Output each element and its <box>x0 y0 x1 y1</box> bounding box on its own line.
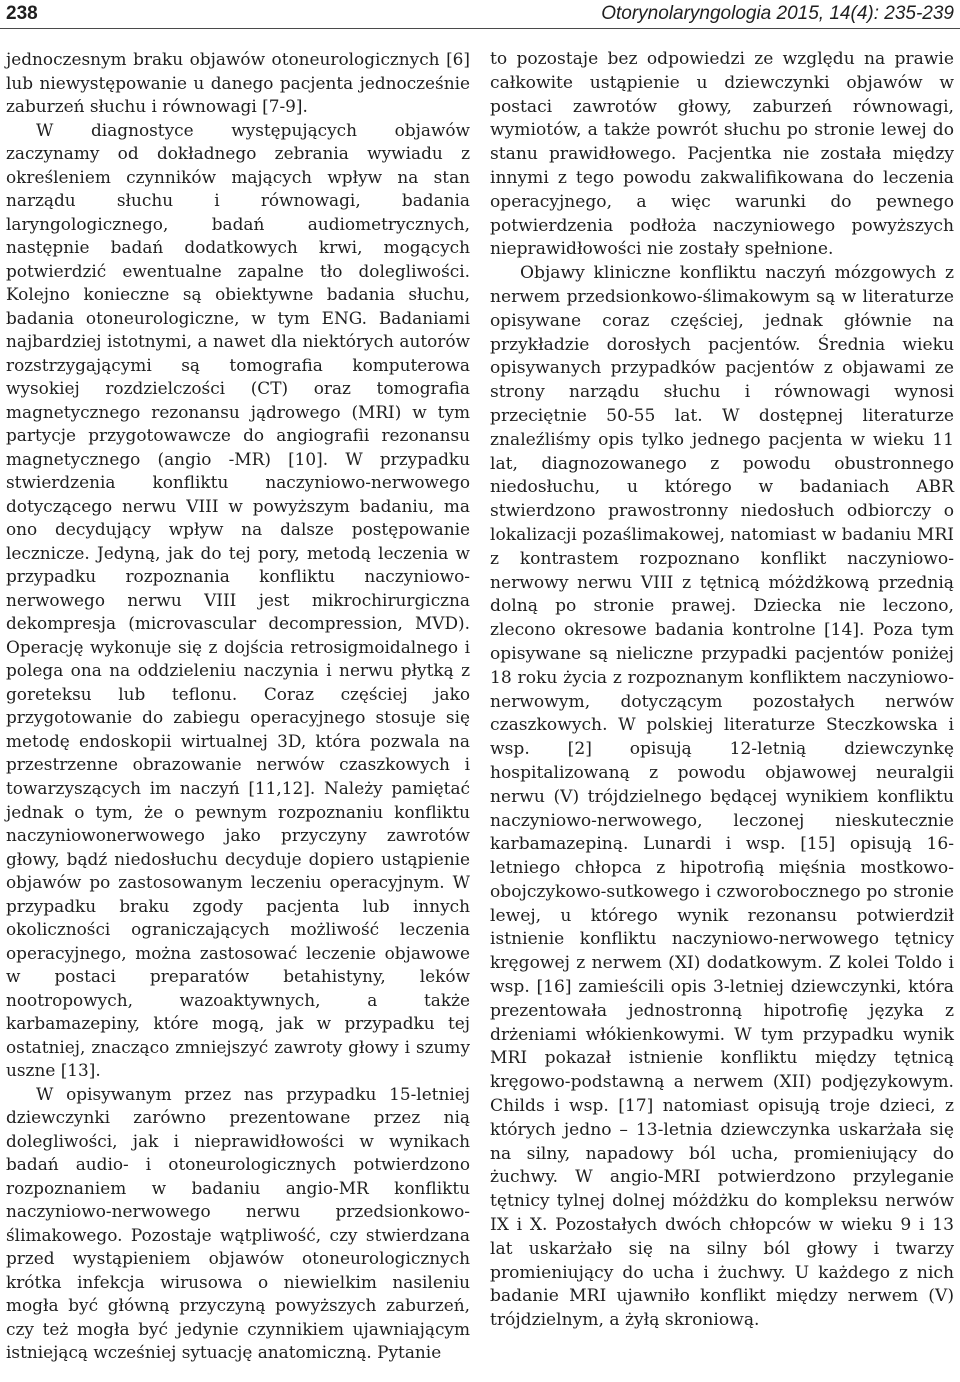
paragraph: W diagnostyce występujących objawów zaczynamy od dokładnego zebrania wywiadu z określeniem czynników mających wpływ na stan narządu słuchu i równowagi, badania laryngologicznego, badań audiometrycznych, następnie badań dodatkowych krwi, mogących potwierdzić ewentualne zapalne tło dolegliwości. Kolejno konieczne są obiektywne badania słuchu, badania otoneurologiczne, w tym ENG. Badaniami najbardziej istotnymi, a nawet dla niektórych autorów rozstrzygającymi są tomografia komputerowa wysokiej rozdzielczości (CT) oraz tomografia magnetycznego rezonansu jądrowego (MRI) w tym partycje przygotowawcze do angiografii rezonansu magnetycznego (angio -MR) [10]. W przypadku stwierdzenia konfliktu naczyniowo-nerwowego dotyczącego nerwu VIII w powyższym badaniu, ma ono decydujący wpływ na dalsze postępowanie lecznicze. Jedyną, jak do tej pory, metodą leczenia w przypadku rozpoznania konfliktu naczyniowo-nerwowego nerwu VIII jest mikrochirurgiczna dekompresja (microvascular decompression, MVD). Operację wykonuje się z dojścia retrosigmoidalnego i polega ona na oddzieleniu naczynia i nerwu płytką z goreteksu lub teflonu. Coraz częściej jako przygotowanie do zabiegu operacyjnego stosuje się metodę endoskopii wirtualnej 3D, która pozwala na przestrzenne obrazowanie nerwów czaszkowych i towarzyszących im naczyń [11,12]. Należy pamiętać jednak o tym, że o pewnym rozpoznaniu konfliktu naczyniowonerwowego jako przyczyny zawrotów głowy, bądź niedosłuchu decyduje dopiero ustąpienie objawów po zastosowanym leczeniu operacyjnym. W przypadku braku zgody pacjenta lub innych okoliczności ograniczających możliwość leczenia operacyjnego, można zastosować leczenie objawowe w postaci preparatów betahistyny, leków nootropowych, wazoaktywnych, a także karbamazepiny, które mogą, jak w przypadku tej ostatniej, znacząco zmniejszyć zawroty głowy i szumy uszne [13]. <box>6 119 470 1081</box>
paragraph: W opisywanym przez nas przypadku 15-letniej dziewczynki zarówno prezentowane przez nią dolegliwości, jak i nieprawidłowości w wynikach badań audio- i otoneurologicznych potwierdzono rozpoznaniem w badaniu angio-MR konfliktu naczyniowo-nerwowego nerwu przedsionkowo-ślimakowego. Pozostaje wątpliwość, czy stwierdzana przed wystąpieniem objawów otoneurologicznych krótka infekcja wirusowa o niewielkim nasileniu mogła być główną przyczyną powyższych zaburzeń, czy też mogła być jedynie czynnikiem ujawniającym istniejącą wcześniej sytuację anatomiczną. Pytanie <box>6 1083 470 1363</box>
paragraph: Objawy kliniczne konfliktu naczyń mózgowych z nerwem przedsionkowo-ślimakowym są w literaturze opisywane coraz częściej, jednak głównie na przykładzie dorosłych pacjentów. Średnia wieku opisywanych przypadków pacjentów z objawami ze strony narządu słuchu i równowagi wynosi przeciętnie 50-55 lat. W dostępnej literaturze znaleźliśmy opis tylko jednego pacjenta w wieku 11 lat, diagnozowanego z powodu obustronnego niedosłuchu, u którego w badaniach ABR stwierdzono prawostronny niedosłuch odbiorczy o lokalizacji pozaślimakowej, natomiast w badaniu MRI z kontrastem rozpoznano konflikt naczyniowo-nerwowy nerwu VIII z tętnicą móżdżkową przednią dolną po stronie prawej. Dziecka nie leczono, zlecono okresowe badania kontrolne [14]. Poza tym opisywane są nieliczne przypadki pacjentów poniżej 18 roku życia z rozpoznanym konfliktem naczyniowo-nerwowym, dotyczącym pozostałych nerwów czaszkowych. W polskiej literaturze Steczkowska i wsp. [2] opisują 12-letnią dziewczynkę hospitalizowaną z powodu objawowej neuralgii nerwu (V) trójdzielnego będącej wynikiem konfliktu naczyniowo-nerwowego, leczonej nieskutecznie karbamazepiną. Lunardi i wsp. [15] opisują 16-letniego chłopca z hipotrofią mięśnia mostkowo-obojczykowo-sutkowego i czworobocznego po stronie lewej, u którego wynik rezonansu potwierdził istnienie konfliktu naczyniowo-nerwowego tętnicy kręgowej z nerwem (XI) dodatkowym. Z kolei Toldo i wsp. [16] zamieścili opis 3-letniej dziewczynki, która prezentowała jednostronną hipotrofię języka z drżeniami włókienkowymi. W tym przypadku wynik MRI pokazał istnienie konfliktu między tętnicą kręgowo-podstawną a nerwem (XII) podjęzykowym. Childs i wsp. [17] natomiast opisują troje dzieci, z których jedno – 13-letnia dziewczynka uskarżała się na silny, napadowy ból ucha, promieniujący do żuchwy. W angio-MRI potwierdzono przyleganie tętnicy tylnej dolnej móżdżku do kompleksu nerwów IX i X. Pozostałych dwóch chłopców w wieku 9 i 13 lat uskarżało się na silny ból głowy i twarzy promieniujący do ucha i żuchwy. U każdego z nich badanie MRI ujawniło konflikt między nerwem (V) trójdzielnym, a żyłą skroniową. <box>490 263 954 1331</box>
page-number: 238 <box>6 3 38 24</box>
page-header <box>0 0 960 28</box>
journal-citation: Otorynolaryngologia 2015, 14(4): 235-239 <box>601 3 954 24</box>
paragraph: jednoczesnym braku objawów otoneurologicznych [6] lub niewystępowanie u danego pacjenta jednocześnie zaburzeń słuchu i równowagi [7-9]. <box>6 49 470 117</box>
right-column <box>490 48 954 1333</box>
left-column <box>6 48 470 1365</box>
paragraph: to pozostaje bez odpowiedzi ze względu na prawie całkowite ustąpienie u dziewczynki objawów w postaci zawrotów głowy, zaburzeń równowagi, wymiotów, a także powrót słuchu po stronie lewej do stanu prawidłowego. Pacjentka nie została między innymi z tego powodu zakwalifikowana do leczenia operacyjnego, a więc warunki do pewnego potwierdzenia podłoża naczyniowego powyższych nieprawidłowości nie zostały spełnione. <box>490 49 954 260</box>
header-divider <box>0 28 960 29</box>
